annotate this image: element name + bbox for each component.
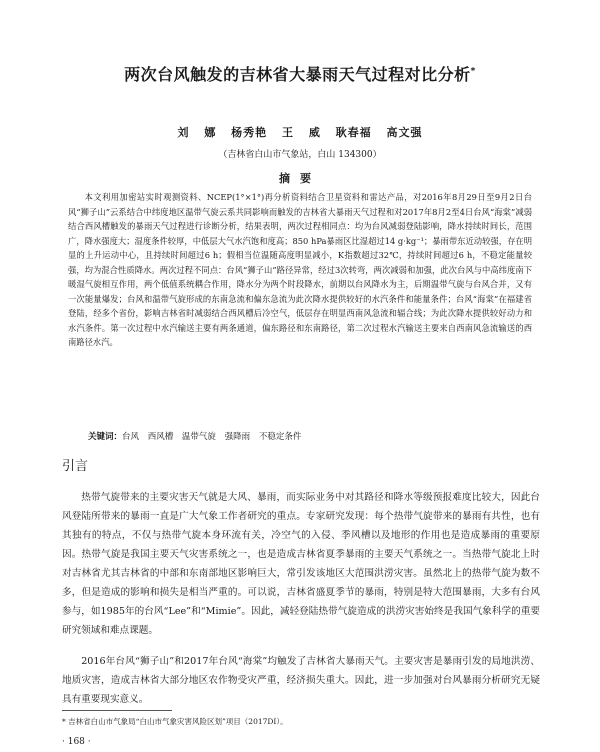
title-footnote-mark: * xyxy=(470,66,476,77)
keywords-label: 关键词： xyxy=(88,432,123,442)
author-list: 刘 娜 杨秀艳 王 威 耿春福 高文强 xyxy=(177,126,423,139)
title-text: 两次台风触发的吉林省大暴雨天气过程对比分析 xyxy=(124,65,471,84)
footnote-divider xyxy=(62,710,172,711)
abstract-text: 本文利用加密站实时观测资料、NCEP(1°×1°)再分析资料结合卫星资料和雷达产品，对2016年8月29日至9月2日台风“狮子山”云系结合中纬度地区温带气旋云系共同影响而触发的吉林省大暴雨天气过程和对2017年8月2至4日台风“海棠”减弱结合西风槽触发的暴雨天气过程进行诊断分析，结果表明，两次过程相同点：均为台风减弱登陆影响，降水持续时间长，范围广，降水强度大；湿度条件较厚，中低层大气水汽饱和度高；850 hPa暴雨区比湿超过14 g·kg⁻¹；暴雨带东近动较强，存在明显的上升运动中心，且持续时间超过6 h；假相当位温随高度明显减小，K指数超过32℃，持续时间超过6 h，不稳定能量较强，均为混合性质降水。两次过程不同点：台风“狮子山”路径异常，经过3次转弯，两次减弱和加强，此次台风与中高纬度南下暖湿气旋相互作用，两个低值系统耦合作用，降水分为两个时段降水，前期以台风降水为主，后期温带气旋与台风合并，又有一次能量爆发；台风和温带气旋形成的东南急流和偏东急流为此次降水提供较好的水汽条件和能量条件；台风“海棠”在福建省登陆，经多个省份，影响吉林省时减弱结合西风槽后冷空气，低层存在明显西南风急流和辐合线；为此次降水提供较好动力和水汽条件。第一次过程中水汽输送主要有两条通道，偏东路径和东南路径，第二次过程水汽输送主要来自西南风急流输送的西南路径水汽。 xyxy=(68,192,532,347)
footnote: * 吉林省白山市气象局“白山市气象灾害风险区划”项目（2017DI）。 xyxy=(62,717,288,726)
page-number: · 168 · xyxy=(62,737,91,747)
keywords-line xyxy=(88,430,538,442)
keywords-list: 台风 西风槽 温带气旋 强降雨 不稳定条件 xyxy=(122,432,302,442)
affiliation: （吉林省白山市气象站，白山 134300） xyxy=(218,150,382,160)
abstract-heading: 摘要 xyxy=(279,172,321,185)
section-heading-introduction: 引言 xyxy=(62,459,89,474)
body-paragraph-2: 2016年台风“狮子山”和2017年台风“海棠”均触发了吉林省大暴雨天气。主要灾害是暴雨引发的局地洪涝、地质灾害，造成吉林省大部分地区农作物受灾严重，经济损失重大。因此，进一步加强对台风暴雨分析研究无疑具有重要现实意义。 xyxy=(62,656,540,705)
body-paragraph-1: 热带气旋带来的主要灾害天气就是大风、暴雨，而实际业务中对其路径和降水等级预报难度比较大，因此台风登陆所带来的暴雨一直是广大气象工作者研究的重点。专家研究发现：每个热带气旋带来的暴雨有共性，也有其独有的特点，不仅与热带气旋本身环流有关，冷空气的入侵、季风槽以及地形的作用也是造成暴雨的重要原因。热带气旋是我国主要天气灾害系统之一，也是造成吉林省夏季暴雨的主要天气系统之一。当热带气旋北上时对吉林省尤其吉林省的中部和东南部地区影响巨大，常引发该地区大范围洪涝灾害。虽然北上的热带气旋为数不多，但是造成的影响和损失是相当严重的。可以说，吉林省盛夏季节的暴雨，特别是特大范围暴雨，大多有台风参与，如1985年的台风“Lee”和“Mimie”。因此，减轻登陆热带气旋造成的洪涝灾害始终是我国气象科学的重要研究领域和难点课题。 xyxy=(62,492,540,636)
paper-title xyxy=(40,62,560,85)
